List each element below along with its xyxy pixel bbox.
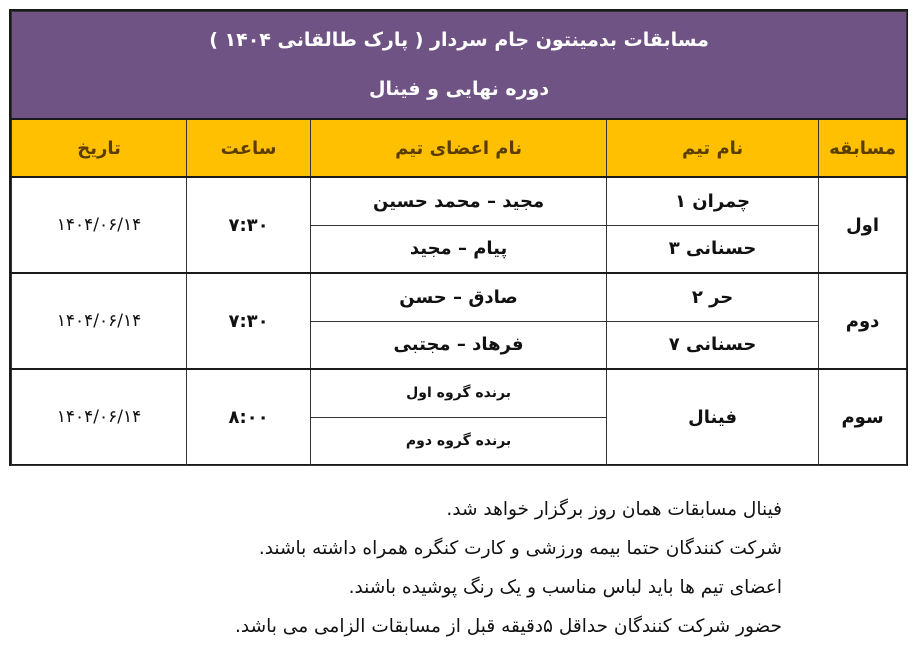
- header-time: ساعت: [187, 119, 311, 177]
- table-row: [12, 273, 907, 321]
- header-members: نام اعضای تیم: [311, 119, 607, 177]
- note-line: حضور شرکت کنندگان حداقل ۵دقیقه قبل از مسابقات الزامی می باشد.: [235, 616, 782, 637]
- notes: [82, 490, 782, 646]
- match-date: ۱۴۰۴/۰۶/۱۴: [12, 177, 187, 273]
- header-team: نام تیم: [607, 119, 819, 177]
- team-name: حسنانی ۳: [607, 225, 819, 273]
- team-name: فینال: [607, 369, 819, 465]
- table-title-cell: [12, 12, 907, 120]
- header-date: تاریخ: [12, 119, 187, 177]
- team-members: برنده گروه اول: [311, 369, 607, 417]
- team-members: فرهاد – مجتبی: [311, 321, 607, 369]
- team-name: حر ۲: [607, 273, 819, 321]
- team-members: پیام – مجید: [311, 225, 607, 273]
- match-time: ۷:۳۰: [187, 177, 311, 273]
- schedule-table: [9, 9, 908, 466]
- note-line: فینال مسابقات همان روز برگزار خواهد شد.: [446, 499, 782, 520]
- team-name: چمران ۱: [607, 177, 819, 225]
- team-members: صادق – حسن: [311, 273, 607, 321]
- round-name: اول: [819, 177, 907, 273]
- table-row: [12, 369, 907, 417]
- match-time: ۸:۰۰: [187, 369, 311, 465]
- team-name: حسنانی ۷: [607, 321, 819, 369]
- team-members: مجید – محمد حسین: [311, 177, 607, 225]
- table-title: مسابقات بدمینتون جام سردار ( پارک طالقانی ۱۴۰۴ ): [209, 29, 709, 51]
- match-date: ۱۴۰۴/۰۶/۱۴: [12, 369, 187, 465]
- header-match: مسابقه: [819, 119, 907, 177]
- table-subtitle: دوره نهایی و فینال: [368, 78, 550, 100]
- team-members: برنده گروه دوم: [311, 417, 607, 465]
- note-line: اعضای تیم ها باید لباس مناسب و یک رنگ پوشیده باشند.: [348, 577, 782, 598]
- match-time: ۷:۳۰: [187, 273, 311, 369]
- match-date: ۱۴۰۴/۰۶/۱۴: [12, 273, 187, 369]
- table-row: [12, 177, 907, 225]
- note-line: شرکت کنندگان حتما بیمه ورزشی و کارت کنگره همراه داشته باشند.: [258, 538, 782, 559]
- round-name: دوم: [819, 273, 907, 369]
- round-name: سوم: [819, 369, 907, 465]
